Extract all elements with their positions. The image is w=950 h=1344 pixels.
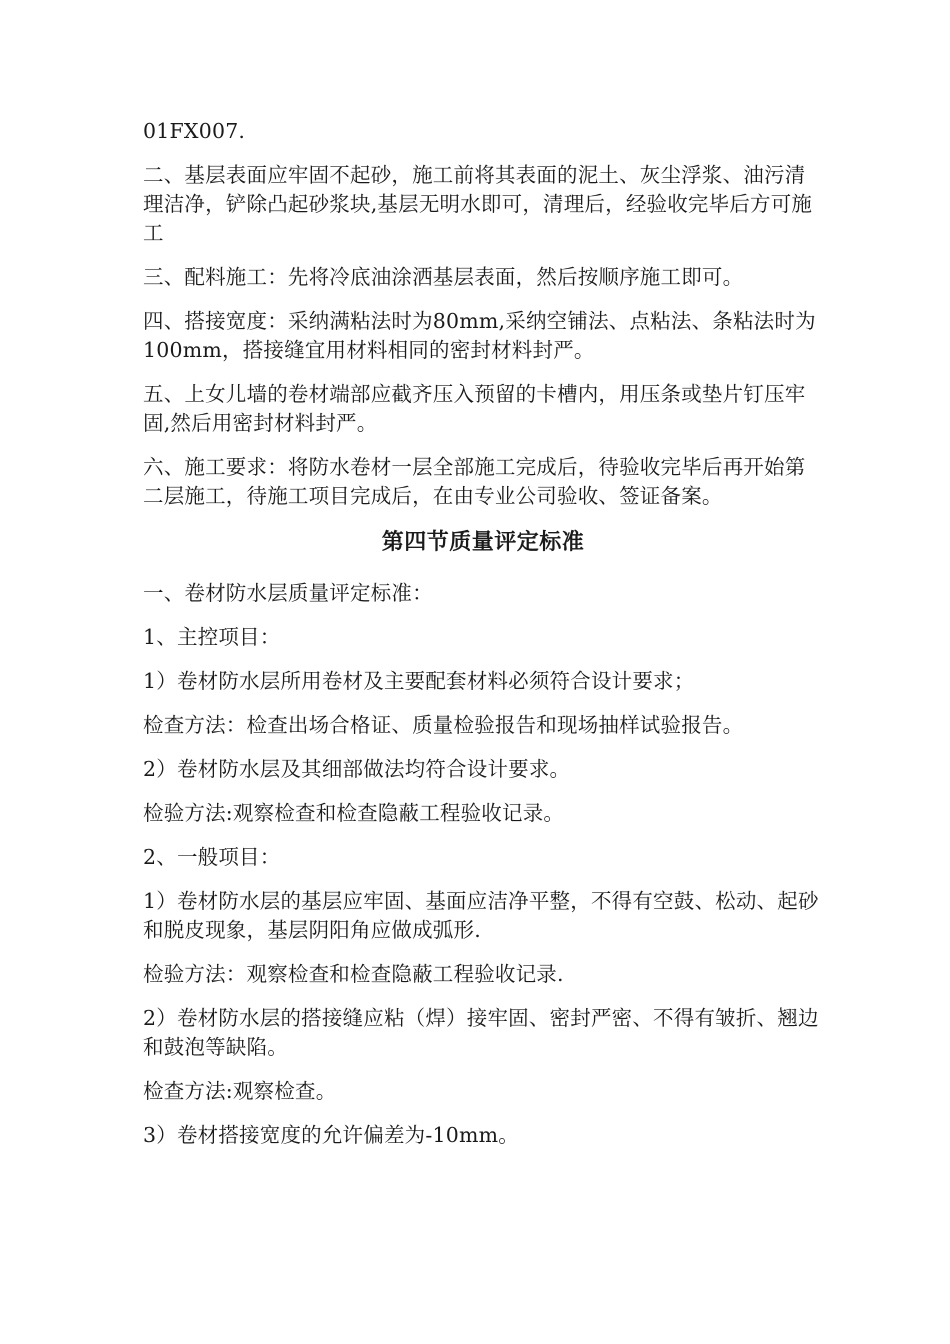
paragraph-main-item-2: 2）卷材防水层及其细部做法均符合设计要求。	[143, 757, 571, 781]
paragraph-main-item-2-method: 检验方法:观察检查和检查隐蔽工程验收记录。	[143, 801, 565, 825]
paragraph-main-item-1-method: 检查方法：检查出场合格证、质量检验报告和现场抽样试验报告。	[143, 713, 744, 737]
paragraph-parapet-edge: 五、上女儿墙的卷材端部应截齐压入预留的卡槽内，用压条或垫片钉压牢固,然后用密封材料封严。	[143, 382, 806, 435]
paragraph-general-item-2-method: 检查方法:观察检查。	[143, 1079, 337, 1103]
section-title: 第四节质量评定标准	[381, 529, 585, 555]
paragraph-standard-code: 01FX007.	[143, 119, 246, 143]
paragraph-main-control-items: 1、主控项目：	[143, 625, 281, 649]
paragraph-general-item-2: 2）卷材防水层的搭接缝应粘（焊）接牢固、密封严密、不得有皱折、翘边和鼓泡等缺陷。	[143, 1006, 819, 1059]
paragraph-material-application: 三、配料施工：先将冷底油涂洒基层表面，然后按顺序施工即可。	[143, 265, 744, 289]
paragraph-overlap-width: 四、搭接宽度：采纳满粘法时为80mm,采纳空铺法、点粘法、条粘法时为100mm，搭接缝宜用材料相同的密封材料封严。	[143, 309, 816, 362]
paragraph-general-item-3: 3）卷材搭接宽度的允许偏差为-10mm。	[143, 1123, 519, 1147]
paragraph-construction-requirements: 六、施工要求：将防水卷材一层全部施工完成后，待验收完毕后再开始第二层施工，待施工项目完成后，在由专业公司验收、签证备案。	[143, 455, 806, 508]
paragraph-quality-standard: 一、卷材防水层质量评定标准：	[143, 581, 433, 605]
paragraph-general-item-1-method: 检验方法：观察检查和检查隐蔽工程验收记录.	[143, 962, 564, 986]
paragraph-main-item-1: 1）卷材防水层所用卷材及主要配套材料必须符合设计要求；	[143, 669, 695, 693]
paragraph-general-items: 2、一般项目：	[143, 845, 281, 869]
paragraph-base-surface: 二、基层表面应牢固不起砂，施工前将其表面的泥土、灰尘浮浆、油污清理洁净，铲除凸起砂浆块,基层无明水即可，清理后，经验收完毕后方可施工	[143, 163, 813, 245]
paragraph-general-item-1: 1）卷材防水层的基层应牢固、基面应洁净平整，不得有空鼓、松动、起砂和脱皮现象，基层阴阳角应做成弧形.	[143, 889, 819, 942]
document-page	[143, 117, 823, 1165]
